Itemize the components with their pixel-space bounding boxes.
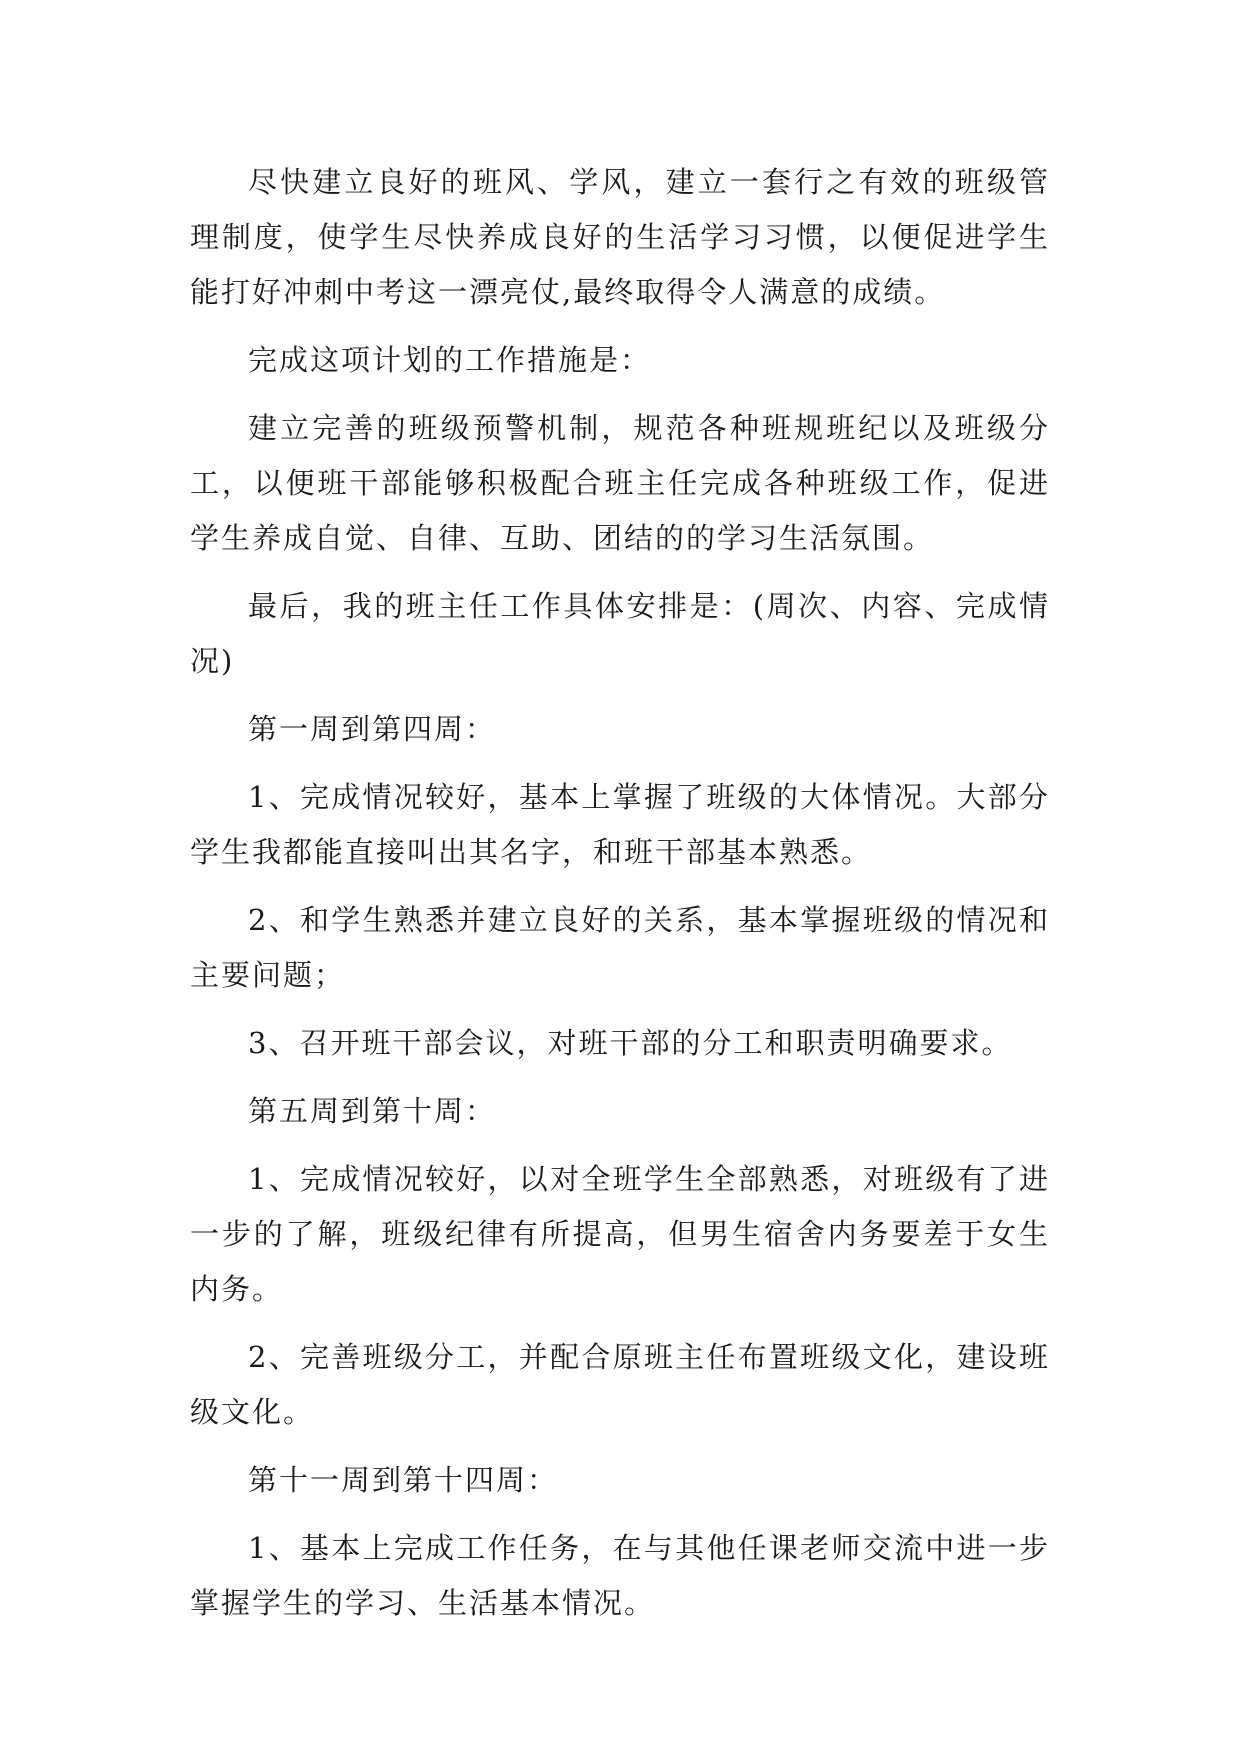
list-item: 1、基本上完成工作任务，在与其他任课老师交流中进一步掌握学生的学习、生活基本情况。 — [190, 1531, 1050, 1620]
paragraph-schedule-intro: 最后，我的班主任工作具体安排是：(周次、内容、完成情况) — [190, 589, 1050, 678]
heading-week-1-4: 第一周到第四周： — [248, 712, 497, 746]
paragraph-goal: 尽快建立良好的班风、学风，建立一套行之有效的班级管理制度，使学生尽快养成良好的生活学习习惯，以便促进学生能打好冲刺中考这一漂亮仗,最终取得令人满意的成绩。 — [190, 165, 1050, 309]
heading-week-11-14: 第十一周到第十四周： — [248, 1463, 559, 1497]
list-item: 2、和学生熟悉并建立良好的关系，基本掌握班级的情况和主要问题； — [190, 903, 1050, 992]
list-item: 1、完成情况较好，基本上掌握了班级的大体情况。大部分学生我都能直接叫出其名字，和班干部基本熟悉。 — [190, 780, 1050, 869]
list-item: 3、召开班干部会议，对班干部的分工和职责明确要求。 — [248, 1026, 1013, 1060]
paragraph-measures: 建立完善的班级预警机制，规范各种班规班纪以及班级分工，以便班干部能够积极配合班主任完成各种班级工作，促进学生养成自觉、自律、互助、团结的的学习生活氛围。 — [190, 411, 1050, 555]
document-body — [190, 155, 1050, 1644]
list-item: 1、完成情况较好，以对全班学生全部熟悉，对班级有了进一步的了解，班级纪律有所提高，但男生宿舍内务要差于女生内务。 — [190, 1162, 1050, 1306]
paragraph-measures-heading: 完成这项计划的工作措施是： — [248, 343, 652, 377]
list-item: 2、完善班级分工，并配合原班主任布置班级文化，建设班级文化。 — [190, 1340, 1050, 1429]
heading-week-5-10: 第五周到第十周： — [248, 1094, 497, 1128]
